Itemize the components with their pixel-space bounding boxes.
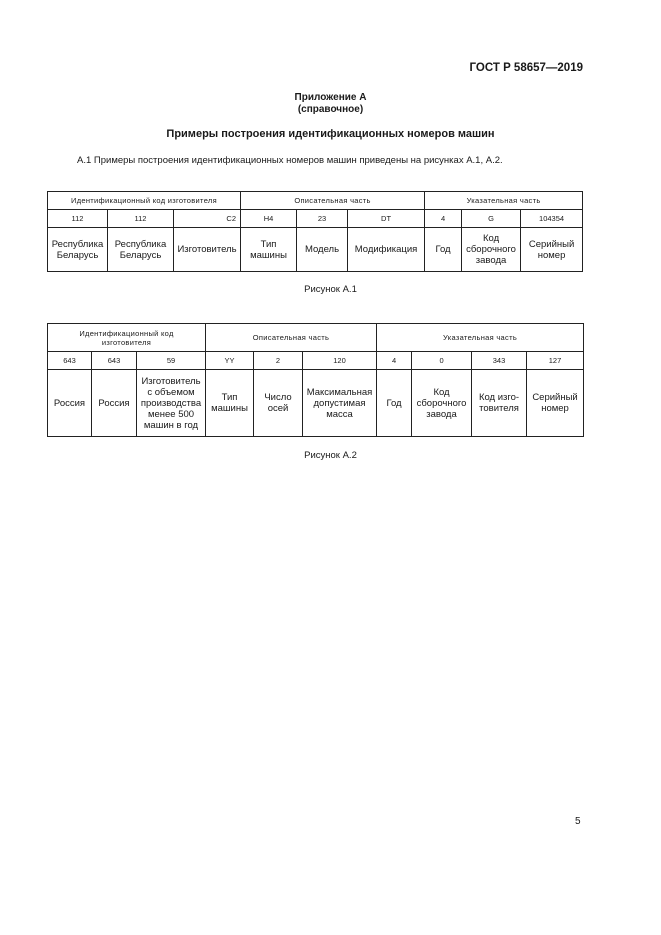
label-cell: Код сборочного завода xyxy=(462,228,521,272)
code-cell: 343 xyxy=(472,352,527,370)
label-cell: Серийный номер xyxy=(527,370,584,437)
section-title: Примеры построения идентификационных номеров машин xyxy=(166,128,495,140)
label-cell: Россия xyxy=(48,370,92,437)
label-cell: Модификация xyxy=(348,228,425,272)
label-cell: Год xyxy=(425,228,462,272)
label-cell: Республика Беларусь xyxy=(108,228,174,272)
code-cell: 4 xyxy=(425,210,462,228)
group-indicator-part: Указательная часть xyxy=(425,192,583,210)
label-cell: Изготовитель с объемом производства менее 500 машин в год xyxy=(137,370,206,437)
code-cell: 127 xyxy=(527,352,584,370)
appendix-subtitle: (справочное) xyxy=(297,104,364,115)
intro-paragraph: А.1 Примеры построения идентификационных номеров машин приведены на рисунках А.1, А.2. xyxy=(77,155,503,166)
label-cell: Модель xyxy=(297,228,348,272)
label-cell: Код изго-товителя xyxy=(472,370,527,437)
label-cell: Год xyxy=(377,370,412,437)
code-cell: 104354 xyxy=(521,210,583,228)
label-cell: Серийный номер xyxy=(521,228,583,272)
group-manufacturer-code: Идентификационный код изготовителя xyxy=(48,192,241,210)
code-cell: YY xyxy=(206,352,254,370)
code-cell: 112 xyxy=(108,210,174,228)
code-cell: С2 xyxy=(174,210,241,228)
standard-number: ГОСТ Р 58657—2019 xyxy=(469,62,583,74)
code-cell: 643 xyxy=(48,352,92,370)
figure-a1-table xyxy=(47,191,583,272)
code-cell: Н4 xyxy=(241,210,297,228)
code-cell: 23 xyxy=(297,210,348,228)
code-cell: 112 xyxy=(48,210,108,228)
group-descriptive-part: Описательная часть xyxy=(206,324,377,352)
code-cell: G xyxy=(462,210,521,228)
figure-a2-caption: Рисунок А.2 xyxy=(304,450,357,461)
appendix-title: Приложение А xyxy=(294,92,367,103)
code-cell: 59 xyxy=(137,352,206,370)
label-cell: Тип машины xyxy=(241,228,297,272)
label-cell: Код сборочного завода xyxy=(412,370,472,437)
label-cell: Число осей xyxy=(254,370,303,437)
page-number: 5 xyxy=(575,816,581,827)
label-cell: Республика Беларусь xyxy=(48,228,108,272)
label-cell: Россия xyxy=(92,370,137,437)
code-cell: 0 xyxy=(412,352,472,370)
label-cell: Изготовитель xyxy=(174,228,241,272)
label-cell: Максимальная допустимая масса xyxy=(303,370,377,437)
code-cell: 643 xyxy=(92,352,137,370)
group-manufacturer-code: Идентификационный код изготовителя xyxy=(48,324,206,352)
group-descriptive-part: Описательная часть xyxy=(241,192,425,210)
code-cell: 4 xyxy=(377,352,412,370)
label-cell: Тип машины xyxy=(206,370,254,437)
figure-a2-table xyxy=(47,323,584,437)
group-indicator-part: Указательная часть xyxy=(377,324,584,352)
figure-a1-caption: Рисунок А.1 xyxy=(304,284,357,295)
code-cell: 2 xyxy=(254,352,303,370)
appendix-heading xyxy=(0,92,661,116)
code-cell: 120 xyxy=(303,352,377,370)
code-cell: DT xyxy=(348,210,425,228)
